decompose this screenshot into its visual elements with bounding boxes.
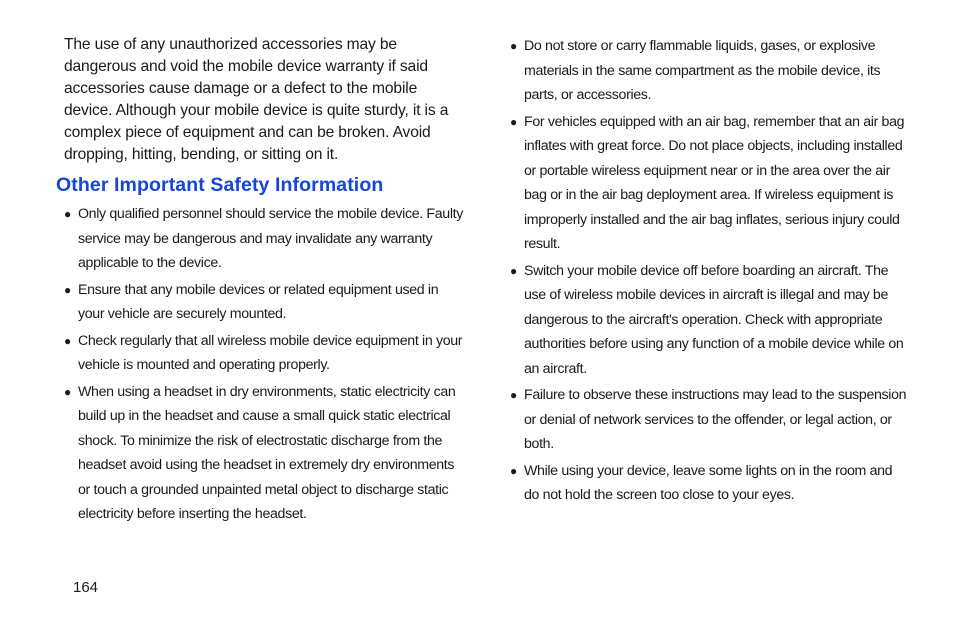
list-item bbox=[64, 278, 464, 327]
bullet-icon: ● bbox=[510, 463, 517, 478]
bullet-icon: ● bbox=[510, 39, 517, 53]
left-column bbox=[56, 34, 464, 529]
list-item-text: While using your device, leave some lights on in the room and do not hold the screen too close to your eyes. bbox=[524, 462, 893, 503]
bullet-icon: ● bbox=[510, 114, 517, 129]
list-item bbox=[510, 34, 910, 108]
list-item bbox=[64, 380, 464, 527]
bullet-icon: ● bbox=[64, 282, 71, 297]
intro-paragraph: The use of any unauthorized accessories may be dangerous and void the mobile device warranty if said accessories cause damage or a defect to the mobile device. Although your mobile device is quite sturdy, it is a complex piece of equipment and can be broken. Avoid dropping, hitting, bending, or sitting on it. bbox=[64, 36, 449, 163]
left-bullet-list bbox=[64, 202, 464, 527]
list-item bbox=[510, 459, 910, 508]
bullet-icon: ● bbox=[64, 384, 71, 399]
list-item bbox=[510, 110, 910, 257]
page-number: 164 bbox=[73, 579, 99, 596]
list-item bbox=[64, 202, 464, 276]
list-item-text: Ensure that any mobile devices or related equipment used in your vehicle are securely mounted. bbox=[78, 281, 439, 322]
section-heading: Other Important Safety Information bbox=[56, 174, 384, 196]
bullet-icon: ● bbox=[64, 333, 71, 348]
list-item bbox=[510, 259, 910, 382]
list-item-text: When using a headset in dry environments, static electricity can build up in the headset and cause a small quick static electrical shock. To minimize the risk of electrostatic discharge from the headset avoid using the headset in extremely dry environments or touch a grounded unpainted metal object to discharge static electricity before inserting the headset. bbox=[78, 383, 456, 522]
list-item-text: Check regularly that all wireless mobile device equipment in your vehicle is mounted and operating properly. bbox=[78, 332, 463, 373]
bullet-icon: ● bbox=[510, 388, 517, 402]
right-column bbox=[510, 34, 910, 510]
list-item-text: For vehicles equipped with an air bag, remember that an air bag inflates with great force. Do not place objects, including installed or portable wireless equipment near or in the area over the air bag or in the air bag deployment area. If wireless equipment is improperly installed and the air bag inflates, serious injury could result. bbox=[524, 113, 905, 252]
list-item-text: Switch your mobile device off before boarding an aircraft. The use of wireless mobile devices in aircraft is illegal and may be dangerous to the aircraft's operation. Check with appropriate authorities before using any function of a mobile device while on an aircraft. bbox=[524, 262, 904, 377]
list-item-text: Failure to observe these instructions may lead to the suspension or denial of network services to the offender, or legal action, or both. bbox=[524, 387, 907, 452]
right-bullet-list bbox=[510, 34, 910, 508]
list-item bbox=[64, 329, 464, 378]
list-item bbox=[510, 383, 910, 457]
list-item-text: Only qualified personnel should service the mobile device. Faulty service may be dangerous and may invalidate any warranty applicable to the device. bbox=[78, 206, 463, 271]
list-item-text: Do not store or carry flammable liquids, gases, or explosive materials in the same compartment as the mobile device, its parts, or accessories. bbox=[524, 38, 881, 103]
bullet-icon: ● bbox=[510, 263, 517, 278]
bullet-icon: ● bbox=[64, 207, 71, 221]
